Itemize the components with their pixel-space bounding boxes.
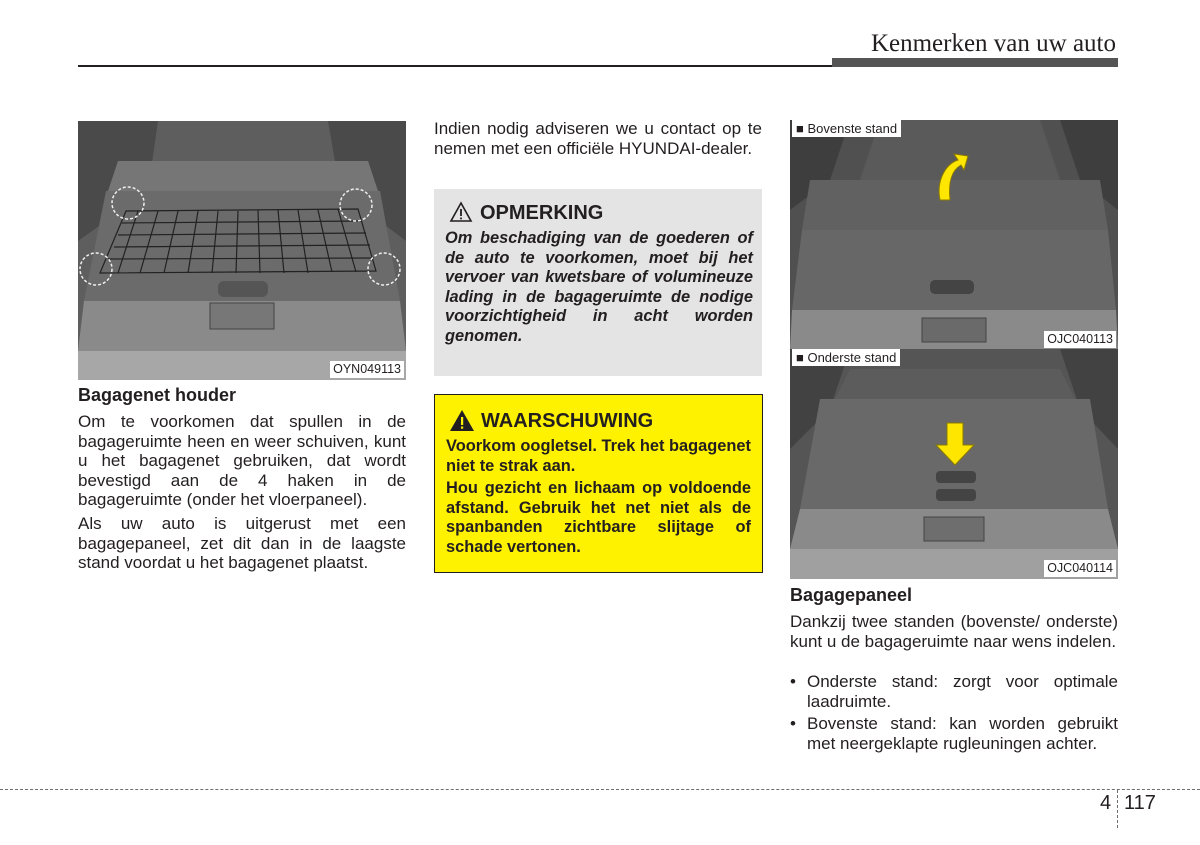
paragraph-dealer-advice: Indien nodig adviseren we u contact op te nemen met een officiële HYUNDAI-dealer. — [434, 119, 762, 158]
warning-box — [434, 394, 763, 573]
bullet-text: Onderste stand: zorgt voor optimale laadruimte. — [807, 672, 1118, 711]
bullet-item — [790, 672, 1118, 712]
warning-text-1: Voorkom oogletsel. Trek het bagagenet niet te strak aan. — [446, 437, 751, 475]
warning-title: WAARSCHUWING — [481, 410, 654, 432]
paragraph-cargo-net-2: Als uw auto is uitgerust met een bagagepaneel, zet dit dan in de laagste stand voordat u het bagagenet plaatst. — [78, 514, 406, 572]
paragraph-cargo-net-1: Om te voorkomen dat spullen in de bagageruimte heen en weer schuiven, kunt u het bagagenet gebruiken, dat wordt bevestigd aan de 4 haken in de bagageruimte (onder het vloerpaneel). — [78, 412, 406, 509]
bullet-marker: • — [790, 672, 796, 691]
figure-code: OYN049113 — [330, 361, 404, 378]
warning-text-2: Hou gezicht en lichaam op voldoende afstand. Gebruik het net niet als de spanbanden zichtbare slijtage of schade vertonen. — [446, 479, 751, 556]
cargo-panel-upper-illustration — [790, 120, 1118, 350]
page-number: 117 — [1124, 792, 1156, 814]
cargo-panel-lower-illustration — [790, 349, 1118, 579]
figure-caption-upper: ■ Bovenste stand — [792, 120, 901, 137]
warning-triangle-icon — [449, 409, 475, 433]
figure-caption-lower: ■ Onderste stand — [792, 349, 900, 366]
paragraph-cargo-panel: Dankzij twee standen (bovenste/ onderste) kunt u de bagageruimte naar wens indelen. — [790, 612, 1118, 651]
section-heading-cargo-panel: Bagagepaneel — [790, 585, 913, 605]
chapter-number: 4 — [1100, 792, 1112, 814]
notice-box — [434, 189, 762, 376]
figure-code-upper: OJC040113 — [1044, 331, 1116, 348]
figure-lower-position — [790, 349, 1118, 579]
figure-cargo-net — [78, 121, 406, 380]
figure-code-lower: OJC040114 — [1044, 560, 1116, 577]
bullet-text: Bovenste stand: kan worden gebruikt met neergeklapte rugleuningen achter. — [807, 714, 1118, 753]
notice-text: Om beschadiging van de goederen of de auto te voorkomen, moet bij het vervoer van kwetsbare of volumineuze lading in de bagageruimte de nodige voorzichtigheid in acht worden genomen. — [445, 229, 753, 345]
footer-divider — [1117, 790, 1118, 828]
caution-triangle-icon — [449, 201, 473, 223]
cargo-net-illustration — [78, 121, 406, 380]
notice-title: OPMERKING — [480, 202, 604, 224]
bullet-item — [790, 714, 1118, 754]
bullet-marker: • — [790, 714, 796, 733]
page-header-title: Kenmerken van uw auto — [870, 30, 1116, 57]
section-heading-cargo-net: Bagagenet houder — [78, 385, 237, 405]
header-rule-accent — [832, 58, 1118, 67]
figure-upper-position — [790, 120, 1118, 350]
footer-rule — [0, 789, 1200, 790]
header-rule — [78, 65, 834, 67]
